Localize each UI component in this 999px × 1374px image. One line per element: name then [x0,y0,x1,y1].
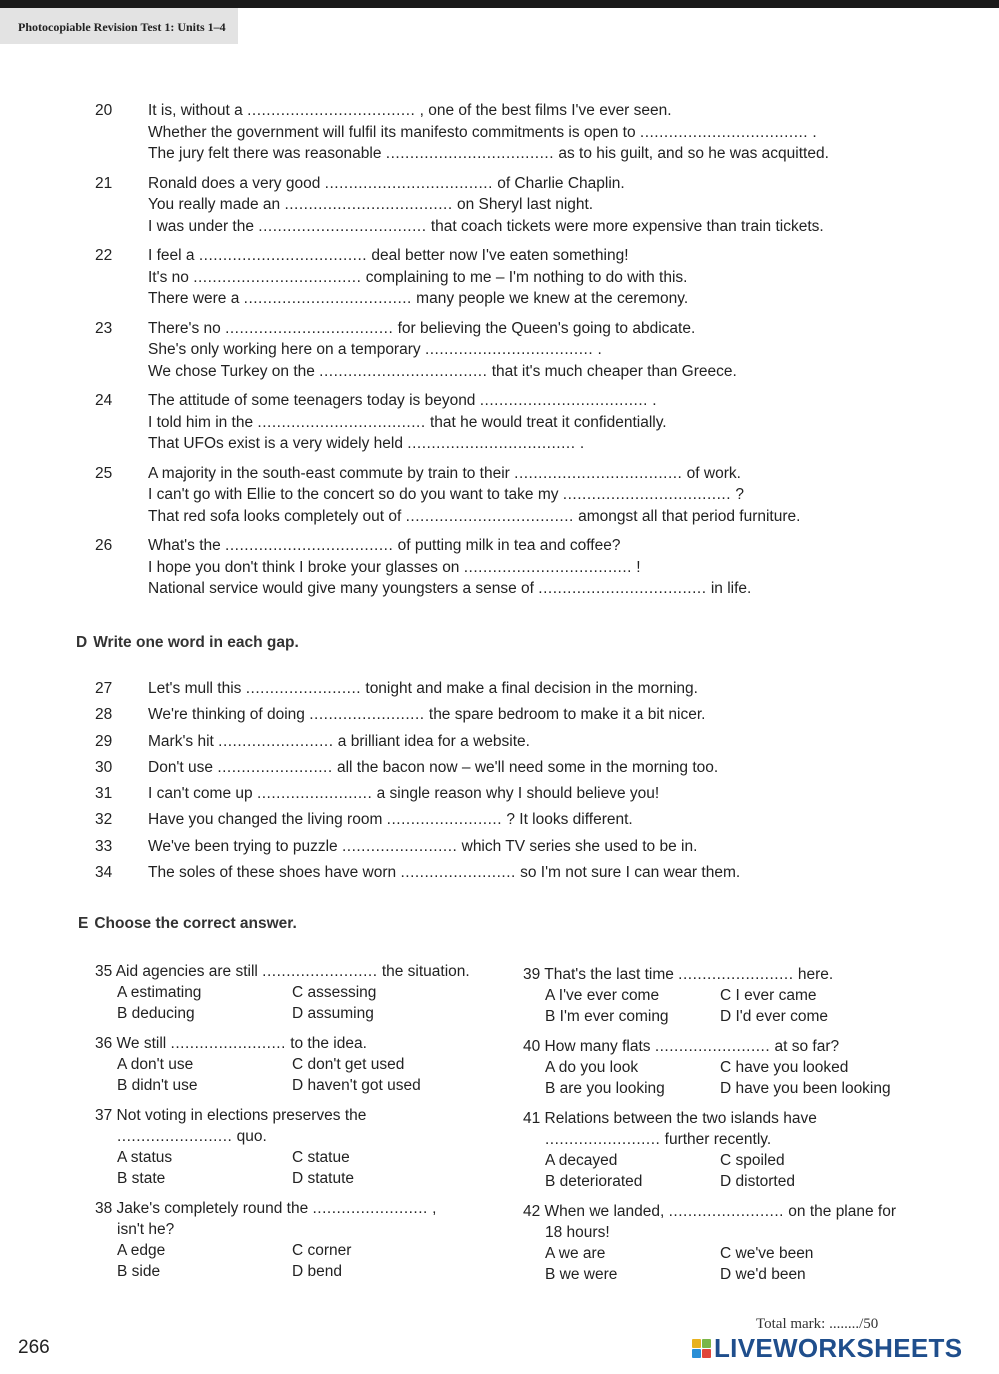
question-item: 34 The soles of these shoes have worn ........................ so I'm not sure I can wear them. [95,862,955,888]
answer-gap[interactable]: ................................... [385,145,555,162]
question-line: I was under the ................................... that coach tickets were more expensive than train tickets. [148,217,824,235]
question-number: 31 [95,785,113,803]
option-d[interactable]: D we'd been [720,1266,806,1283]
mc-question: 35 Aid agencies are still ........................ the situation. A estimating C assessing B deducing D assuming [95,961,505,1024]
question-line: Whether the government will fulfil its manifesto commitments is open to ................................... . [148,123,817,141]
section-e-heading [78,915,297,933]
question-item [95,390,955,455]
question-item [95,100,955,165]
mc-question: 36 We still ........................ to the idea. A don't use C don't get used B didn't use D haven't got used [95,1033,505,1096]
answer-gap[interactable]: ........................ [309,706,425,724]
question-number: 32 [95,811,113,829]
answer-gap[interactable]: ................................... [284,196,453,213]
section-instruction: Write one word in each gap. [93,634,299,651]
liveworksheets-icon [692,1339,711,1358]
question-line: The jury felt there was reasonable ................................... as to his guilt, and so he was acquitted. [148,145,829,162]
option-a[interactable]: A we are [545,1245,606,1262]
answer-gap[interactable]: ................................... [319,362,488,380]
question-line: National service would give many youngsters a sense of ................................... in life. [148,580,752,597]
question-item: 27 Let's mull this ........................ tonight and make a final decision in the morning. [95,678,955,704]
logo-square [702,1339,711,1348]
question-number: 27 [95,680,113,697]
answer-gap[interactable]: ................................... [639,123,809,141]
top-border [0,0,999,8]
answer-gap[interactable]: ........................ [217,758,333,776]
question-item [95,463,955,528]
answer-gap[interactable]: ................................... [479,392,648,409]
question-number: 24 [95,392,113,409]
answer-gap[interactable]: ................................... [243,290,412,307]
option-a[interactable]: A do you look [545,1059,639,1076]
question-line: A majority in the south-east commute by train to their ................................... of work. [148,464,741,482]
option-c[interactable]: C I ever came [720,987,817,1004]
question-item: 31 I can't come up ........................ a single reason why I should believe you! [95,783,955,809]
question-number: 29 [95,732,113,750]
option-a[interactable]: A I've ever come [545,987,660,1004]
option-c[interactable]: C spoiled [720,1152,785,1169]
answer-gap[interactable]: ................................... [225,319,394,337]
question-line: That UFOs exist is a very widely held ................................... . [148,435,585,452]
answer-gap[interactable]: ........................ [117,1128,233,1145]
question-line: I told him in the ................................... that he would treat it confidentially. [148,413,667,431]
header-title: Photocopiable Revision Test 1: Units 1–4 [18,20,226,34]
question-line: It is, without a ................................... , one of the best films I've ever seen. [148,102,672,119]
answer-gap[interactable]: ................................... [514,464,683,482]
option-b[interactable]: B deducing [117,1005,195,1022]
question-line: We chose Turkey on the ................................... that it's much cheaper than Greece. [148,362,737,380]
question-item: 29 Mark's hit ........................ a brilliant idea for a website. [95,731,955,757]
answer-gap[interactable]: ................................... [198,247,368,264]
question-line: I hope you don't think I broke your glasses on ................................... ! [148,558,641,576]
option-d[interactable]: D haven't got used [292,1077,421,1094]
option-d[interactable]: D statute [292,1170,355,1187]
mc-right-column [523,964,933,1294]
question-line: I can't go with Ellie to the concert so do you want to take my ................................... ? [148,486,744,503]
mc-question: 38 Jake's completely round the ........................ , isn't he? A edge C corner B side D bend [95,1198,505,1282]
brand-logo [692,1333,962,1364]
question-item: 28 We're thinking of doing ........................ the spare bedroom to make it a bit nicer. [95,704,955,730]
answer-gap[interactable]: ........................ [341,837,458,855]
option-c[interactable]: C have you looked [720,1059,849,1076]
question-number: 23 [95,319,113,337]
mc-question: 39 That's the last time ........................ here. A I've ever come C I ever came B I'm ever coming D I'd ever come [523,964,933,1027]
question-number: 28 [95,706,113,724]
mc-question: 41 Relations between the two islands have ........................ further recently. A decayed C spoiled B deteriorated D distorted [523,1108,933,1192]
option-a[interactable]: A estimating [117,984,202,1001]
option-a[interactable]: A don't use [117,1056,194,1073]
answer-gap[interactable]: ................................... [424,341,594,358]
answer-gap[interactable]: ........................ [312,1200,428,1217]
option-c[interactable]: C assessing [292,984,377,1001]
question-number: 33 [95,837,113,855]
question-line: There's no ................................... for believing the Queen's going to abdicate. [148,319,696,337]
answer-gap[interactable]: ................................... [247,102,416,119]
question-line: You really made an ................................... on Sheryl last night. [148,196,594,213]
question-line: I feel a ................................... deal better now I've eaten something! [148,247,629,264]
question-item: 30 Don't use ........................ all the bacon now – we'll need some in the morning too. [95,757,955,783]
question-line: Ronald does a very good ................................... of Charlie Chaplin. [148,174,625,192]
answer-gap[interactable]: ........................ [262,963,378,980]
answer-gap[interactable]: ................................... [405,507,574,525]
answer-gap[interactable]: ................................... [463,558,632,576]
option-c[interactable]: C we've been [720,1245,814,1262]
mc-left-column [95,961,505,1291]
mc-question: 37 Not voting in elections preserves the ........................ quo. A status C statue B state D statute [95,1105,505,1189]
option-c[interactable]: C don't get used [292,1056,405,1073]
option-b[interactable]: B side [117,1263,161,1280]
option-b[interactable]: B state [117,1170,166,1187]
answer-gap[interactable]: ........................ [678,966,794,983]
question-item [95,173,955,238]
question-number: 25 [95,464,113,482]
answer-gap[interactable]: ........................ [668,1203,784,1220]
question-number: 20 [95,102,113,119]
question-line: There were a ................................... many people we knew at the ceremony. [148,290,689,307]
section-letter: E [78,915,89,932]
answer-gap[interactable]: ................................... [257,413,426,431]
question-number: 21 [95,174,113,192]
answer-gap[interactable]: ................................... [193,268,362,286]
answer-gap[interactable]: ........................ [170,1035,286,1052]
option-d[interactable]: D bend [292,1263,342,1280]
question-number: 34 [95,864,113,882]
answer-gap[interactable]: ........................ [386,811,503,829]
question-line: The attitude of some teenagers today is beyond ................................... . [148,392,657,409]
option-a[interactable]: A edge [117,1242,166,1259]
total-mark: Total mark: ......../50 [756,1316,879,1332]
section-letter: D [76,634,88,651]
question-line: What's the ................................... of putting milk in tea and coffee? [148,537,621,554]
option-c[interactable]: C statue [292,1149,350,1166]
question-number: 26 [95,537,113,554]
question-item: 33 We've been trying to puzzle ........................ which TV series she used to be in. [95,836,955,862]
answer-gap[interactable]: ........................ [256,785,373,803]
answer-gap[interactable]: ................................... [258,217,427,235]
option-b[interactable]: B deteriorated [545,1173,643,1190]
option-d[interactable]: D I'd ever come [720,1008,829,1025]
question-number: 30 [95,758,113,776]
option-d[interactable]: D distorted [720,1173,795,1190]
option-b[interactable]: B didn't use [117,1077,198,1094]
answer-gap[interactable]: ........................ [654,1038,771,1055]
logo-square [702,1349,711,1358]
question-item [95,535,955,600]
option-d[interactable]: D have you been looking [720,1080,891,1097]
question-number: 22 [95,247,113,264]
question-item [95,245,955,310]
answer-gap[interactable]: ................................... [324,174,493,192]
option-a[interactable]: A decayed [545,1152,618,1169]
answer-gap[interactable]: ........................ [400,864,516,882]
question-line: She's only working here on a temporary ................................... . [148,341,602,358]
question-item: 32 Have you changed the living room ........................ ? It looks different. [95,809,955,835]
option-d[interactable]: D assuming [292,1005,374,1022]
mc-question: 42 When we landed, ........................ on the plane for 18 hours! A we are C we've been B we were D we'd been [523,1201,933,1285]
logo-square [692,1349,701,1358]
logo-square [692,1339,701,1348]
option-a[interactable]: A status [117,1149,173,1166]
answer-gap[interactable]: ................................... [225,537,394,554]
option-b[interactable]: B are you looking [545,1080,665,1097]
question-line: It's no ................................... complaining to me – I'm nothing to do with this. [148,268,688,286]
question-line: That red sofa looks completely out of ................................... amongst all that period furniture. [148,507,801,525]
answer-gap[interactable]: ........................ [218,732,334,750]
answer-gap[interactable]: ........................ [245,680,362,697]
answer-gap[interactable]: ................................... [562,486,732,503]
answer-gap[interactable]: ................................... [538,580,707,597]
part-c-items [95,100,955,608]
option-b[interactable]: B I'm ever coming [545,1008,669,1025]
part-d-items [95,678,955,888]
brand-name: LIVEWORKSHEETS [714,1333,963,1363]
option-c[interactable]: C corner [292,1242,352,1259]
section-d-heading [76,634,299,652]
answer-gap[interactable]: ........................ [545,1131,661,1148]
section-instruction: Choose the correct answer. [94,915,297,932]
mc-question: 40 How many flats ........................ at so far? A do you look C have you looked B are you looking D have you been looking [523,1036,933,1099]
answer-gap[interactable]: ................................... [407,435,576,452]
page-number: 266 [18,1337,50,1358]
option-b[interactable]: B we were [545,1266,618,1283]
question-item [95,318,955,383]
